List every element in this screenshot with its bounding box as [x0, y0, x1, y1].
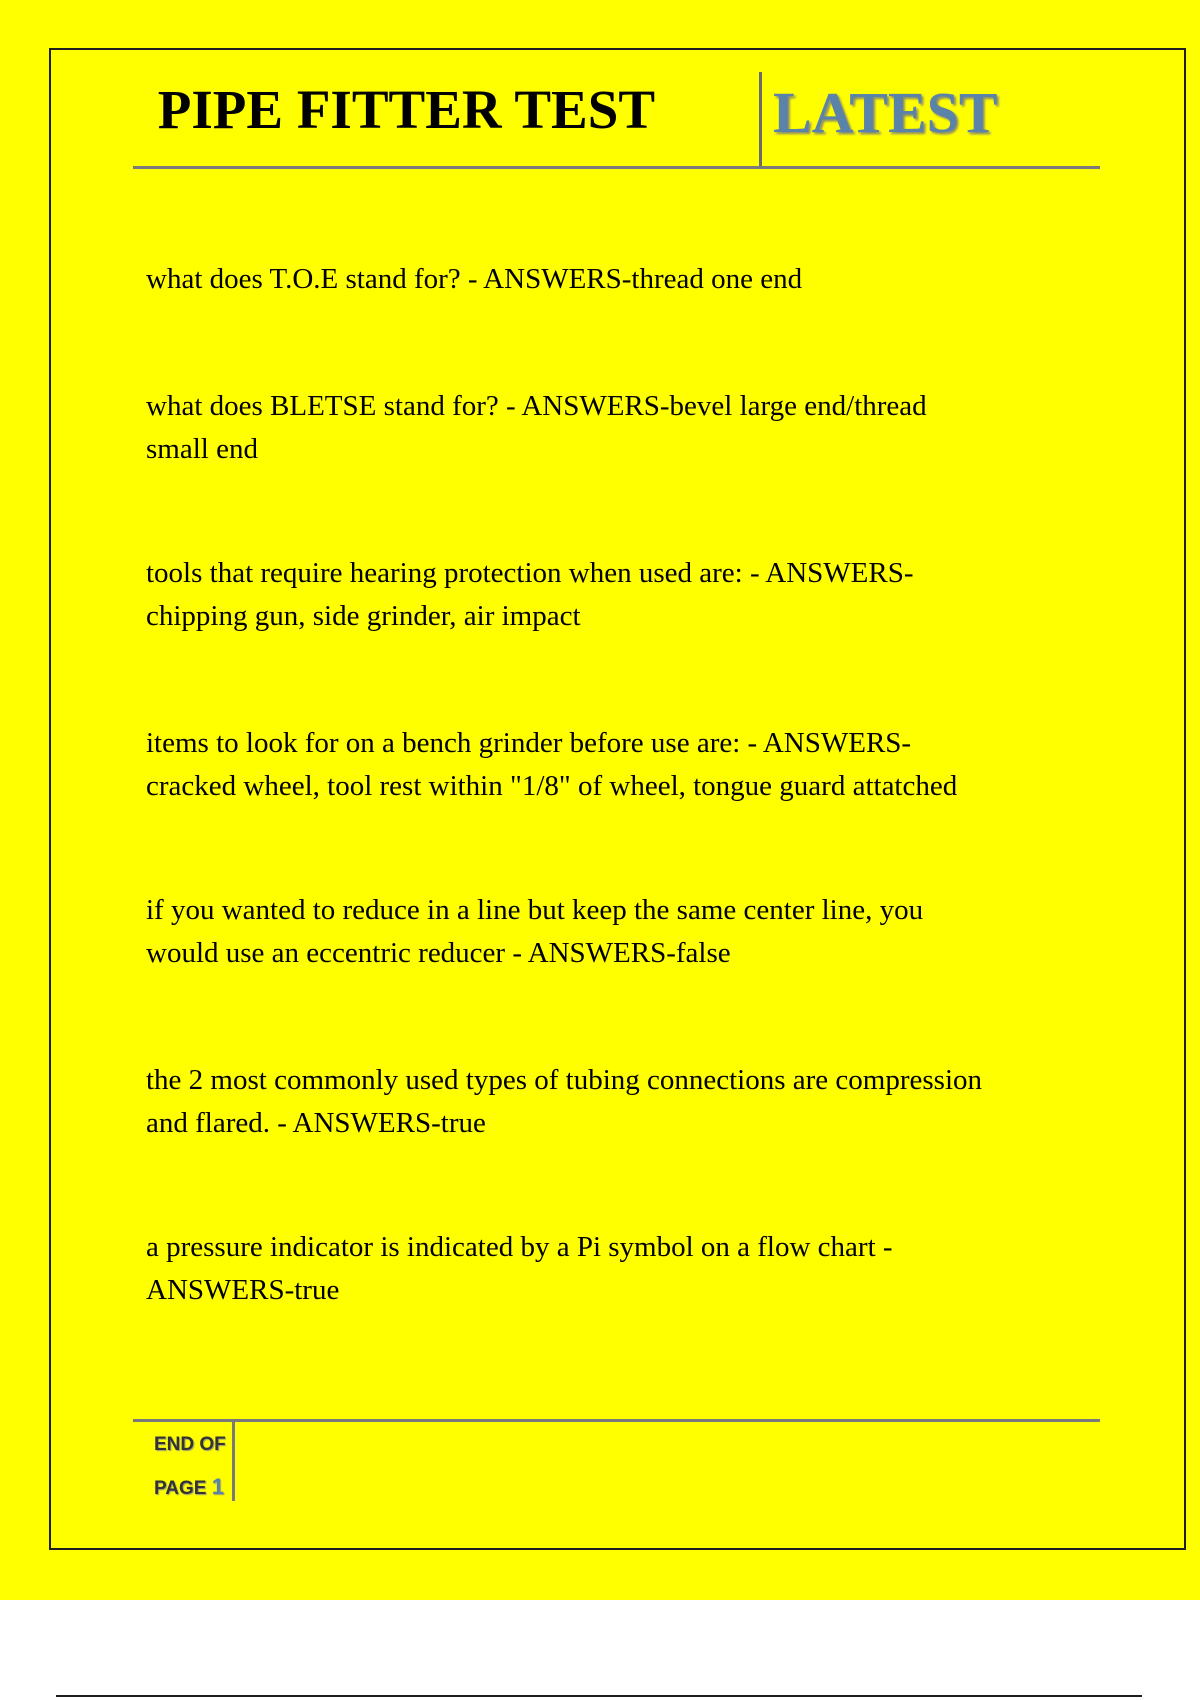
- footer-end-of: END OF: [154, 1434, 226, 1455]
- qa-line: small end: [146, 433, 258, 465]
- bottom-rule: [56, 1695, 1142, 1697]
- qa-line: and flared. - ANSWERS-true: [146, 1107, 486, 1139]
- footer-rule: [133, 1419, 1100, 1422]
- qa-item-6: [146, 1059, 1106, 1145]
- qa-item-7: [146, 1226, 1106, 1312]
- qa-line: chipping gun, side grinder, air impact: [146, 600, 581, 632]
- header-rule: [133, 166, 1100, 169]
- page-footer: [154, 1424, 234, 1510]
- qa-item-3: [146, 552, 1106, 638]
- qa-line: if you wanted to reduce in a line but keep the same center line, you: [146, 894, 924, 926]
- page-number: 1: [211, 1474, 224, 1499]
- qa-line: a pressure indicator is indicated by a Pi symbol on a flow chart -: [146, 1231, 893, 1263]
- qa-line: tools that require hearing protection when used are: - ANSWERS-: [146, 557, 914, 589]
- page-header: [133, 72, 1100, 168]
- qa-line: ANSWERS-true: [146, 1274, 340, 1306]
- qa-line: items to look for on a bench grinder before use are: - ANSWERS-: [146, 727, 912, 759]
- qa-item-5: [146, 889, 1106, 975]
- footer-page-line: [154, 1466, 234, 1510]
- qa-line: what does BLETSE stand for? - ANSWERS-bevel large end/thread: [146, 390, 927, 422]
- qa-item-4: [146, 722, 1106, 808]
- qa-item-2: [146, 385, 1106, 471]
- header-divider: [759, 72, 762, 168]
- page-title-accent: LATEST: [773, 80, 998, 145]
- qa-line: the 2 most commonly used types of tubing connections are compression: [146, 1064, 983, 1096]
- page-title: PIPE FITTER TEST: [157, 79, 655, 140]
- footer-page-label: PAGE: [154, 1478, 207, 1499]
- qa-line: cracked wheel, tool rest within "1/8" of wheel, tongue guard attatched: [146, 770, 958, 802]
- qa-line: what does T.O.E stand for? - ANSWERS-thread one end: [146, 263, 803, 295]
- qa-line: would use an eccentric reducer - ANSWERS-false: [146, 937, 731, 969]
- qa-item-1: [146, 258, 1106, 301]
